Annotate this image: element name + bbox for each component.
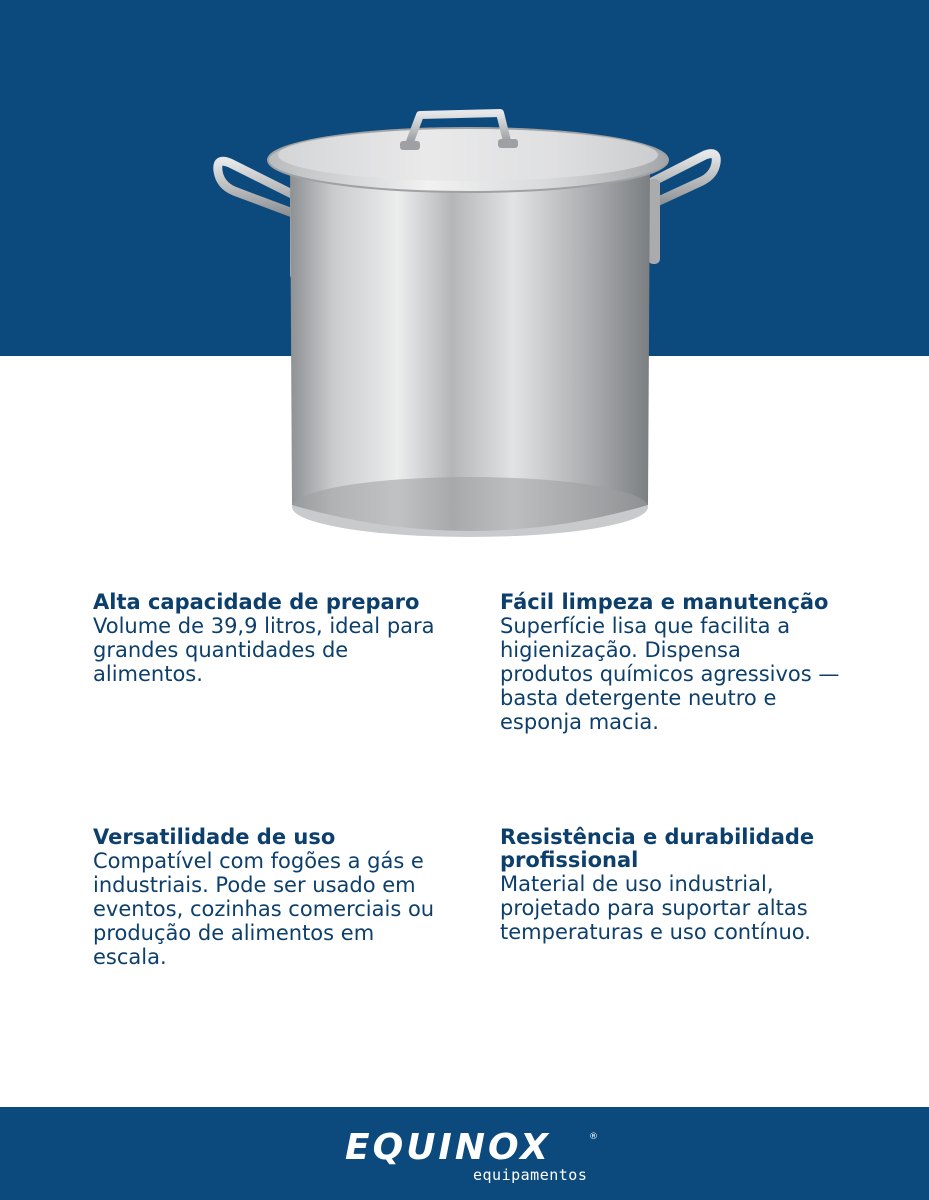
feature-title: Fácil limpeza e manutenção bbox=[500, 590, 829, 614]
registered-mark: ® bbox=[589, 1132, 598, 1142]
feature-text: Material de uso industrial, projetado para suportar altas temperaturas e uso contínuo. bbox=[500, 872, 811, 944]
equinox-logo bbox=[345, 1127, 598, 1188]
feature-durability bbox=[500, 826, 840, 944]
feature-title: Resistência e durabilidade profissional bbox=[500, 825, 815, 872]
logo-wordmark: EQUINOX bbox=[345, 1127, 552, 1168]
feature-title: Alta capacidade de preparo bbox=[93, 590, 420, 614]
stockpot-illustration bbox=[210, 105, 725, 545]
feature-text: Compatível com fogões a gás e industriais. Pode ser usado em eventos, cozinhas comerciais ou produção de alimentos em escala. bbox=[93, 849, 435, 969]
stockpot-image bbox=[210, 105, 725, 545]
feature-title: Versatilidade de uso bbox=[93, 825, 336, 849]
feature-versatility bbox=[93, 826, 438, 969]
feature-capacity bbox=[93, 591, 438, 686]
feature-text: Superfície lisa que facilita a higienização. Dispensa produtos químicos agressivos — basta detergente neutro e esponja macia. bbox=[500, 614, 840, 734]
feature-cleaning bbox=[500, 591, 840, 734]
feature-text: Volume de 39,9 litros, ideal para grandes quantidades de alimentos. bbox=[93, 614, 435, 686]
logo-tagline: equipamentos bbox=[473, 1166, 588, 1184]
